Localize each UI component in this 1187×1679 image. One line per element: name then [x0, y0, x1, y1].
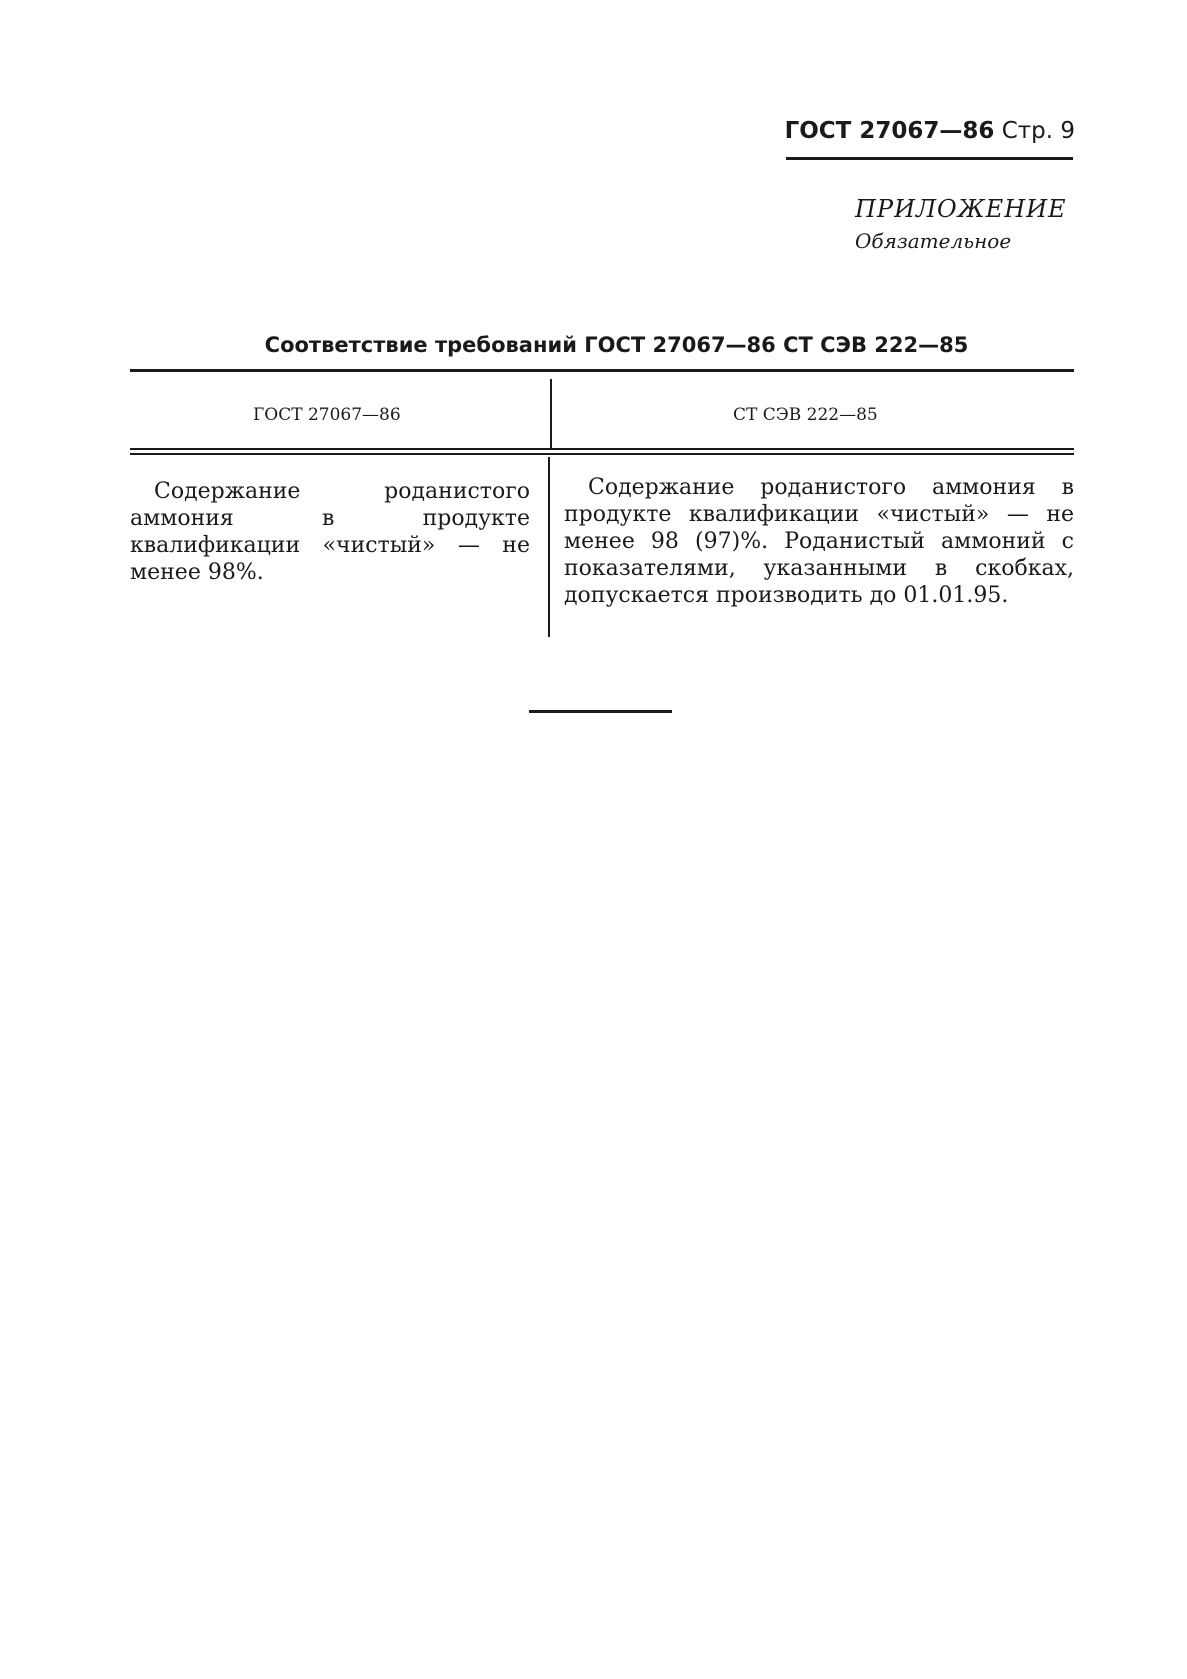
table-top-rule	[130, 369, 1074, 372]
appendix-title: ПРИЛОЖЕНИЕ	[855, 195, 1067, 223]
appendix-subtitle: Обязательное	[855, 229, 1012, 253]
table-cell-gost: Содержание роданистого аммония в продукте квалификации «чистый» — не менее 98%.	[130, 479, 530, 585]
header-underline	[786, 157, 1073, 160]
table-header-divider	[550, 379, 552, 448]
table-cell-st-sev: Содержание роданистого аммония в продукте квалификации «чистый» — не менее 98 (97)%. Роданистый аммоний с показателями, указанными в скобках, допускается производить до 01.01.95.	[564, 475, 1074, 608]
column-header-st-sev: СТ СЭВ 222—85	[733, 405, 878, 425]
table-body-divider	[548, 457, 550, 637]
end-of-document-rule	[529, 710, 672, 713]
standard-code: ГОСТ 27067—86	[784, 118, 995, 144]
running-header	[785, 118, 1075, 144]
page-number: Стр. 9	[1001, 118, 1075, 144]
table-title: Соответствие требований ГОСТ 27067—86 СТ СЭВ 222—85	[264, 333, 969, 357]
table-header-double-rule	[130, 448, 1074, 455]
column-header-gost: ГОСТ 27067—86	[253, 405, 401, 425]
